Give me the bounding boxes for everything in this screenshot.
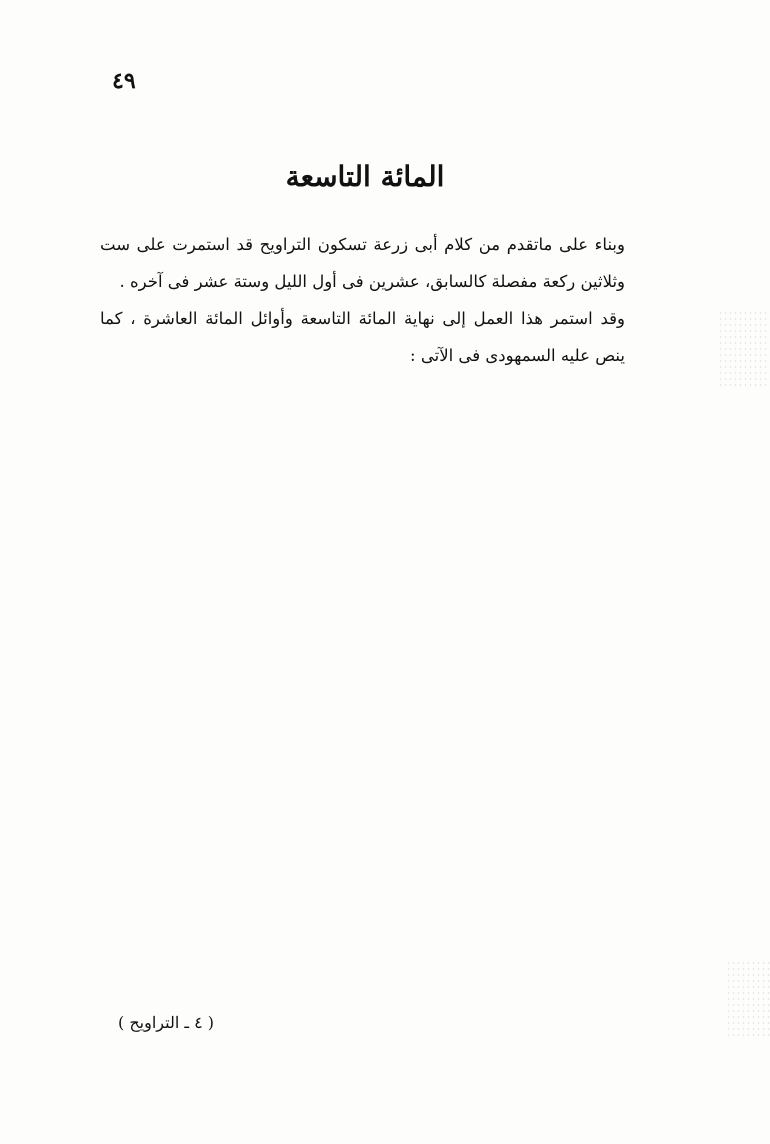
page-number: ٤٩ xyxy=(112,68,136,94)
chapter-title: المائة التاسعة xyxy=(285,160,445,193)
scan-noise xyxy=(726,960,770,1040)
paragraph-2: وقد استمر هذا العمل إلى نهاية المائة التاسعة وأوائل المائة العاشرة ، كما ينص عليه السمهودى فى الآتى : xyxy=(100,309,625,365)
body-text xyxy=(100,226,625,374)
footer-signature: ( ٤ ـ التراويح ) xyxy=(118,1013,215,1032)
paragraph-1: وبناء على ماتقدم من كلام أبى زرعة تسكون التراويح قد استمرت على ست وثلاثين ركعة مفصلة كالسابق، عشرين فى أول الليل وستة عشر فى آخره . xyxy=(100,235,625,291)
scan-noise xyxy=(718,310,768,390)
